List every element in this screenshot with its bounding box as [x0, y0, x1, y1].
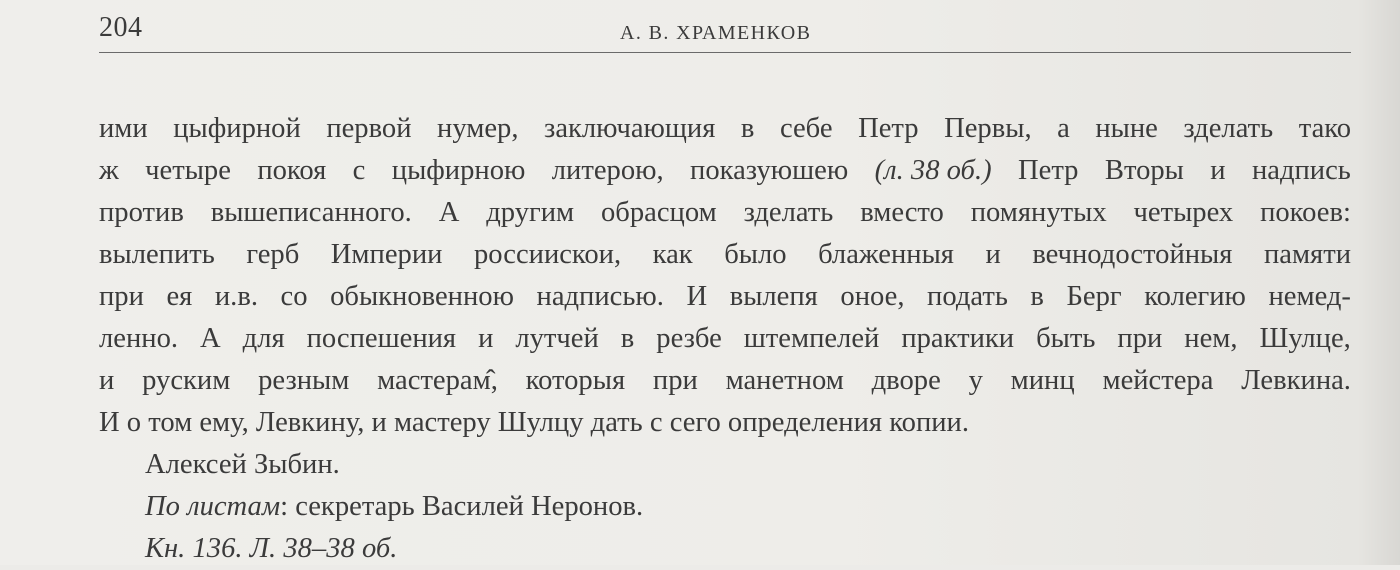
- header-rule: [99, 52, 1351, 53]
- word: при: [1117, 323, 1163, 354]
- text-line-last: И о том ему, Левкину, и мастеру Шулцу дать с сего определения копии.: [99, 407, 969, 438]
- text-line: [99, 276, 1351, 318]
- word: обрасцом: [601, 197, 717, 228]
- word: дворе: [871, 365, 941, 396]
- running-head: [0, 0, 1400, 60]
- word: литерою,: [551, 155, 664, 186]
- word: вылепя: [729, 281, 818, 312]
- word: покоев:: [1260, 197, 1351, 228]
- word: было: [724, 239, 787, 270]
- word: колегию: [1144, 281, 1246, 312]
- word: при: [99, 281, 144, 312]
- signature: Алексей Зыбин.: [145, 449, 340, 480]
- word: в: [620, 323, 635, 354]
- word: вместо: [860, 197, 944, 228]
- text-line: [99, 234, 1351, 276]
- text-line: [99, 108, 1351, 150]
- word: Империи: [330, 239, 443, 270]
- word: ими: [99, 113, 148, 144]
- word: четыре: [145, 155, 231, 186]
- word: заключающия: [544, 113, 716, 144]
- archive-reference: Кн. 136. Л. 38–38 об.: [145, 533, 398, 564]
- word: ея: [166, 281, 193, 312]
- word: Петр: [858, 113, 919, 144]
- word: резным: [258, 365, 350, 396]
- word: цыфирною: [391, 155, 526, 186]
- word: Петр: [1018, 155, 1079, 186]
- word: помянутых: [970, 197, 1107, 228]
- word: зделать: [1183, 113, 1274, 144]
- word: руским: [142, 365, 231, 396]
- word: И: [686, 281, 708, 312]
- word: при: [652, 365, 698, 396]
- word: и: [985, 239, 1001, 270]
- word: лутчей: [515, 323, 599, 354]
- word: и: [99, 365, 115, 396]
- word: надпись: [1251, 155, 1351, 186]
- word: вылепить: [99, 239, 215, 270]
- word: а: [1057, 113, 1070, 144]
- word: показуюшею: [690, 155, 849, 186]
- word: Берг: [1066, 281, 1122, 312]
- word: и: [478, 323, 494, 354]
- leaf-note: [99, 486, 1351, 528]
- word: цыфирной: [173, 113, 301, 144]
- page-number: 204: [99, 12, 143, 43]
- word: резбе: [656, 323, 722, 354]
- word: ж: [99, 155, 119, 186]
- word: первой: [326, 113, 412, 144]
- word: россиискои,: [473, 239, 622, 270]
- word: тако: [1298, 113, 1351, 144]
- word: подать: [927, 281, 1008, 312]
- word: вышеписанного.: [210, 197, 412, 228]
- word: минц: [1010, 365, 1075, 396]
- word: в: [1030, 281, 1044, 312]
- word: зделать: [743, 197, 834, 228]
- word: мейстера: [1102, 365, 1214, 396]
- folio-marker: (л. 38 об.): [874, 155, 992, 186]
- word: Левкина.: [1241, 365, 1351, 396]
- leaf-label: По листам: [145, 491, 281, 522]
- text-line: [99, 192, 1351, 234]
- word: обыкновенною: [330, 281, 514, 312]
- word: быть: [1036, 323, 1096, 354]
- word: манетном: [725, 365, 844, 396]
- word: памяти: [1263, 239, 1351, 270]
- word: вечнодостойныя: [1032, 239, 1233, 270]
- body-text: [99, 108, 1351, 570]
- text-line: [99, 318, 1351, 360]
- word: со: [280, 281, 308, 312]
- word: Шулце,: [1259, 323, 1351, 354]
- word: немед-: [1268, 281, 1351, 312]
- text-line: [99, 150, 1351, 192]
- word: и: [1210, 155, 1226, 186]
- word: А: [200, 323, 221, 354]
- word: поспешения: [306, 323, 457, 354]
- word: с: [352, 155, 366, 186]
- word: Вторы: [1104, 155, 1184, 186]
- word: надписью.: [536, 281, 664, 312]
- word: А: [438, 197, 460, 228]
- running-title: А. В. ХРАМЕНКОВ: [620, 22, 812, 44]
- word: как: [652, 239, 693, 270]
- word: мастерам̂,: [377, 365, 498, 396]
- word: штемпелей: [743, 323, 880, 354]
- word: ленно.: [99, 323, 179, 354]
- word: и.в.: [214, 281, 258, 312]
- text-line: [99, 360, 1351, 402]
- word: блаженныя: [818, 239, 954, 270]
- word: себе: [779, 113, 833, 144]
- word: нем,: [1184, 323, 1238, 354]
- word: для: [242, 323, 285, 354]
- leaf-text: : секретарь Василей Неронов.: [280, 491, 644, 522]
- word: практики: [901, 323, 1015, 354]
- word: четырех: [1133, 197, 1234, 228]
- word: нумер,: [437, 113, 519, 144]
- word: другим: [486, 197, 575, 228]
- word: ныне: [1095, 113, 1158, 144]
- word: Первы,: [944, 113, 1032, 144]
- word: которыя: [525, 365, 626, 396]
- word: герб: [246, 239, 300, 270]
- word: оное,: [840, 281, 905, 312]
- word: против: [99, 197, 184, 228]
- word: у: [968, 365, 983, 396]
- word: в: [740, 113, 755, 144]
- word: покоя: [257, 155, 327, 186]
